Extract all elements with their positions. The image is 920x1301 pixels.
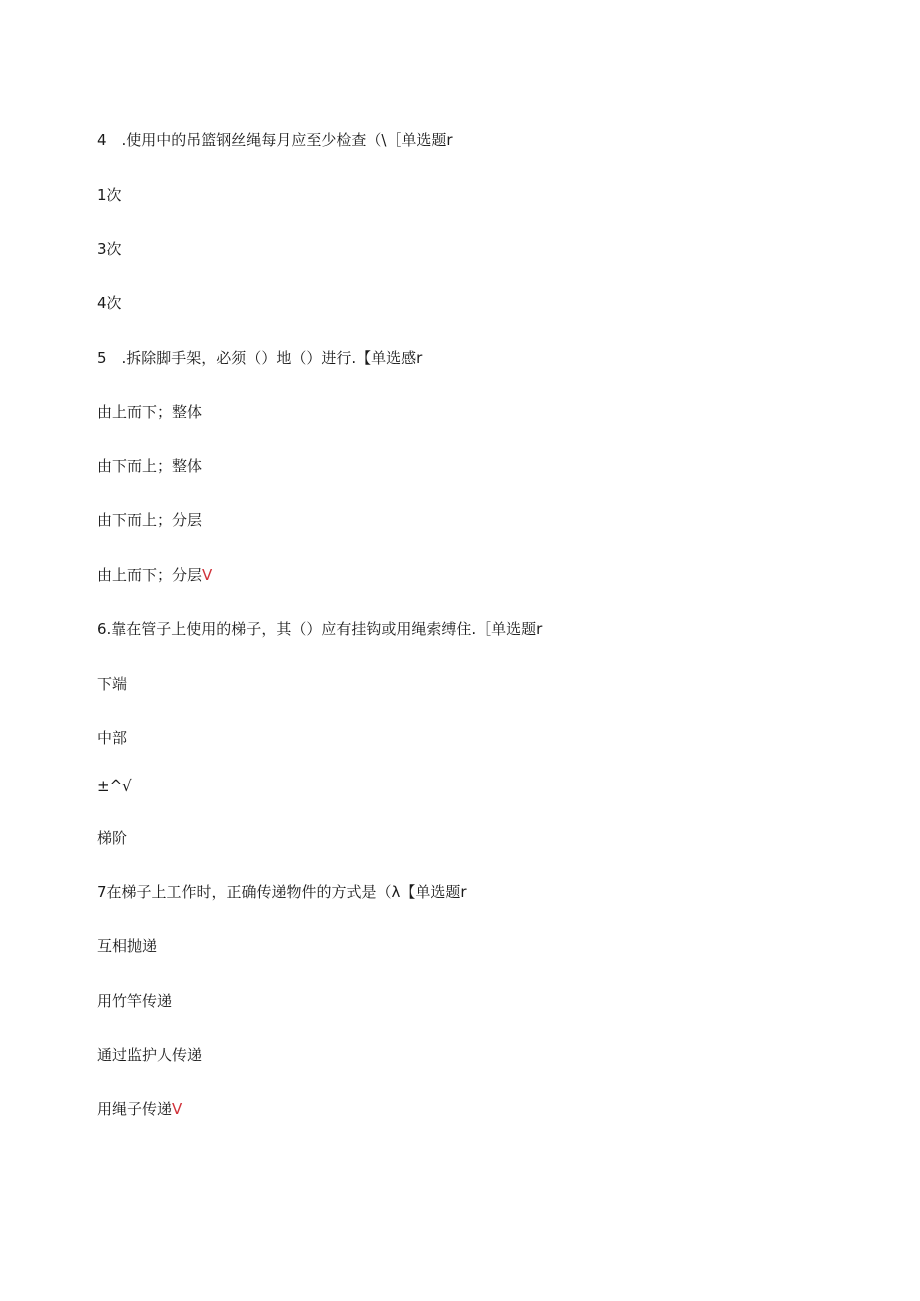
- question-4-title: 4 .使用中的吊篮钢丝绳每月应至少检查（\［单选题r: [97, 131, 453, 149]
- question-5-title: 5 .拆除脚手架，必须（）地（）进行.【单选感r: [97, 349, 423, 367]
- option-text: 用绳子传递: [97, 1100, 173, 1118]
- question-5-option-3: 由下而上；分层: [97, 511, 203, 529]
- question-7-option-2: 用竹竿传递: [97, 992, 173, 1010]
- question-6-option-3: ±^√: [97, 777, 132, 795]
- question-4-option-3: 4次: [97, 294, 122, 312]
- question-6-option-2: 中部: [97, 729, 128, 747]
- question-6-option-4: 梯阶: [97, 829, 128, 847]
- question-7-option-4: [97, 1099, 182, 1119]
- option-text: 由上而下；分层: [97, 566, 203, 584]
- question-4-option-2: 3次: [97, 240, 122, 258]
- question-4-option-1: 1次: [97, 186, 122, 204]
- question-7-option-3: 通过监护人传递: [97, 1046, 203, 1064]
- correct-answer-mark: V: [172, 1100, 183, 1118]
- question-7-option-1: 互相抛递: [97, 937, 158, 955]
- question-6-title: 6.靠在管子上使用的梯子，其（）应有挂钩或用绳索缚住.［单选题r: [97, 620, 543, 638]
- question-6-option-1: 下端: [97, 675, 128, 693]
- question-5-option-2: 由下而上；整体: [97, 457, 203, 475]
- question-5-option-1: 由上而下；整体: [97, 403, 203, 421]
- correct-answer-mark: V: [202, 566, 213, 584]
- question-7-title: 7在梯子上工作时，正确传递物件的方式是（λ【单选题r: [97, 883, 467, 901]
- question-5-option-4: [97, 565, 212, 585]
